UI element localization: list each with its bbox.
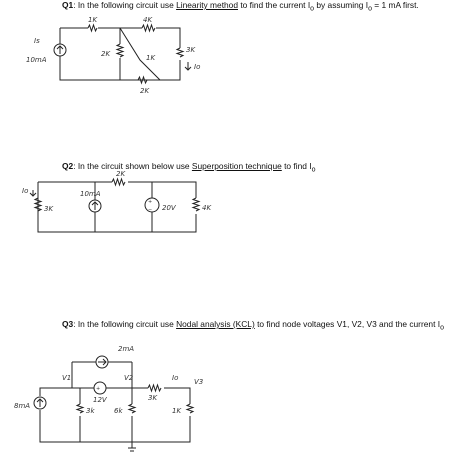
q3-v3-label: V3 (194, 378, 204, 386)
q1-source-name: Is (34, 37, 40, 45)
q3-r-a-label: 3k (86, 407, 95, 415)
q3-output-label: Io (172, 374, 179, 382)
q2-sub: o (311, 166, 316, 174)
q1-text-tail2: = 1 mA first. (371, 0, 419, 10)
q3-top-source-label: 2mA (118, 345, 135, 353)
q1-source-value: 10mA (26, 56, 47, 64)
q3-left-source-label: 8mA (14, 402, 31, 410)
q2-text-post: to find I (281, 161, 312, 171)
q3-voltage-source-label: 12V (93, 396, 107, 404)
q1-r-top2-label: 4K (143, 16, 153, 24)
q3-r-series-label: 3K (148, 394, 158, 402)
q1-r-right-label: 3K (186, 46, 196, 54)
q1-r-top1-label: 1K (88, 16, 98, 24)
q1-r-mid-label: 2K (101, 50, 111, 58)
q3-v1-label: V1 (62, 374, 72, 382)
q3-label: Q3 (62, 319, 74, 329)
q1-text-pre: : In the following circuit use (73, 0, 177, 10)
plus-icon: + (96, 386, 101, 392)
q3-v2-label: V2 (124, 374, 134, 382)
q2-r-top-label: 2K (116, 170, 126, 178)
q2-text-pre: : In the circuit shown below use (73, 161, 192, 171)
q2-label: Q2 (62, 161, 74, 171)
q3-text-pre: : In the following circuit use (73, 319, 177, 329)
q1-sub: o (310, 5, 315, 13)
q3-text-post: to find node voltages V1, V2, V3 and the current I (254, 319, 441, 329)
q1-output-label: Io (194, 63, 201, 71)
q3-sub: o (440, 324, 444, 332)
q2-method: Superposition technique (191, 161, 282, 171)
q1-method: Linearity method (176, 0, 238, 10)
plus-icon: + (148, 199, 153, 205)
q3-r-b-label: 6k (114, 407, 123, 415)
q2-r-left-label: 3K (44, 205, 54, 213)
q1-r-diag-label: 1K (146, 54, 156, 62)
q1-text-tail: by assuming I (314, 0, 369, 10)
q1-label: Q1 (62, 0, 74, 10)
q3-r-series (148, 385, 161, 391)
q3-method: Nodal analysis (KCL) (176, 319, 255, 329)
q3-r-c (187, 404, 193, 413)
q2-r-right-label: 4K (202, 204, 212, 212)
q1-r-bottom-label: 2K (140, 87, 150, 95)
q2-output-label: Io (22, 187, 29, 195)
q3-r-c-label: 1K (172, 407, 182, 415)
q1-sub2: o (368, 5, 372, 13)
q3-r-a (77, 404, 83, 413)
q3-r-b (129, 404, 135, 413)
q2-voltage-source-label: 20V (162, 204, 176, 212)
q1-text-post: to find the current I (238, 0, 311, 10)
minus-icon: − (148, 207, 153, 213)
q2-current-source-label: 10mA (80, 190, 101, 198)
